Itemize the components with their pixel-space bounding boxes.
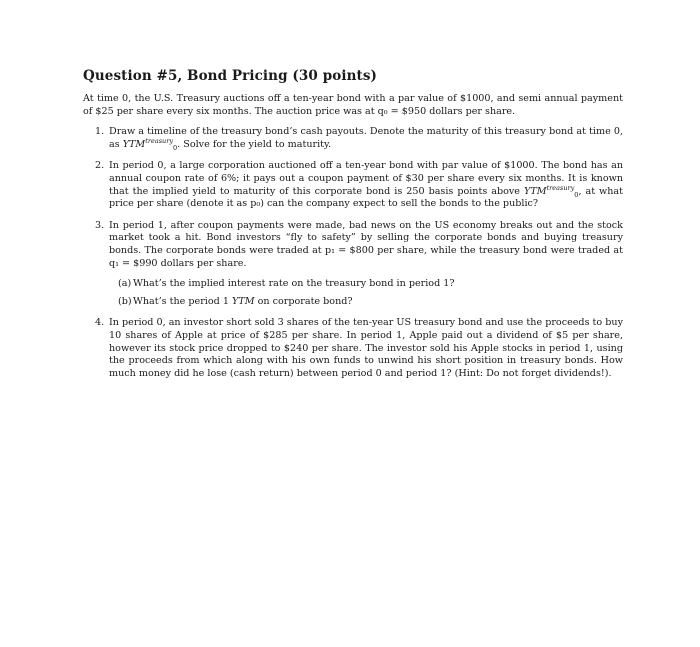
item-number: 3. <box>95 219 105 231</box>
ytm-superscript: treasury <box>546 183 575 192</box>
ytm-subscript: 0 <box>173 143 178 152</box>
sub-question <box>109 278 623 291</box>
item-text: In period 0, a large corporation auctioned off a ten-year bond with par value of $1000. The bond has an annual coupon rate of 6%; it pays out a coupon payment of $30 per share every six months. It is known that the implied yield to maturity of this corporate bond is 250 basis points above <box>109 160 623 197</box>
ytm-symbol: YTM <box>232 295 255 307</box>
list-item <box>83 220 623 309</box>
ytm-symbol: YTM <box>122 138 146 150</box>
ytm-subscript: 0 <box>574 190 579 199</box>
sub-question <box>109 296 623 309</box>
item-text: In period 1, after coupon payments were made, bad news on the US economy breaks out and the stock market took a hit. Bond investors “fly to safety” by selling the corporate bonds and buying treasury bonds. The corporate bonds were traded at p₁ = $800 per share, while the treasury bond were traded at q₁ = $990 dollars per share. <box>109 219 623 269</box>
item-text: , at what price per share (denote it as p₀) can the company expect to sell the bonds to the public? <box>109 185 623 210</box>
sub-question-text: on corporate bond? <box>254 295 353 307</box>
list-item <box>83 317 623 380</box>
sub-question-label: (a) <box>118 278 132 290</box>
item-number: 4. <box>95 317 105 329</box>
item-text: Draw a timeline of the treasury bond’s cash payouts. Denote the maturity of this treasury bond at time 0, as <box>109 126 623 150</box>
ytm-superscript: treasury <box>145 136 174 145</box>
list-item <box>83 126 623 151</box>
document-page <box>83 68 623 389</box>
item-number: 2. <box>95 160 105 172</box>
sub-question-label: (b) <box>118 295 132 307</box>
sub-question-list <box>109 278 623 308</box>
sub-question-text: What’s the implied interest rate on the treasury bond in period 1? <box>133 278 455 290</box>
sub-question-text: What’s the period 1 <box>133 295 232 307</box>
question-intro: At time 0, the U.S. Treasury auctions off a ten-year bond with a par value of $1000, and semi annual payment of $25 per share every six months. The auction price was at q₀ = $950 dollars per share. <box>83 93 623 117</box>
list-item <box>83 160 623 210</box>
ytm-symbol: YTM <box>523 185 547 197</box>
item-number: 1. <box>95 126 105 138</box>
item-text: In period 0, an investor short sold 3 shares of the ten-year US treasury bond and use the proceeds to buy 10 shares of Apple at price of $285 per share. In period 1, Apple paid out a dividend of $5 per share, however its stock price dropped to $240 per share. The investor sold his Apple stocks in period 1, using the proceeds from which along with his own funds to unwind his short position in treasury bonds. How much money did he lose (cash return) between period 0 and period 1? (Hint: Do not forget dividends!). <box>109 317 623 379</box>
question-title: Question #5, Bond Pricing (30 points) <box>83 68 378 84</box>
item-text: . Solve for the yield to maturity. <box>177 138 332 150</box>
question-list <box>83 126 623 380</box>
